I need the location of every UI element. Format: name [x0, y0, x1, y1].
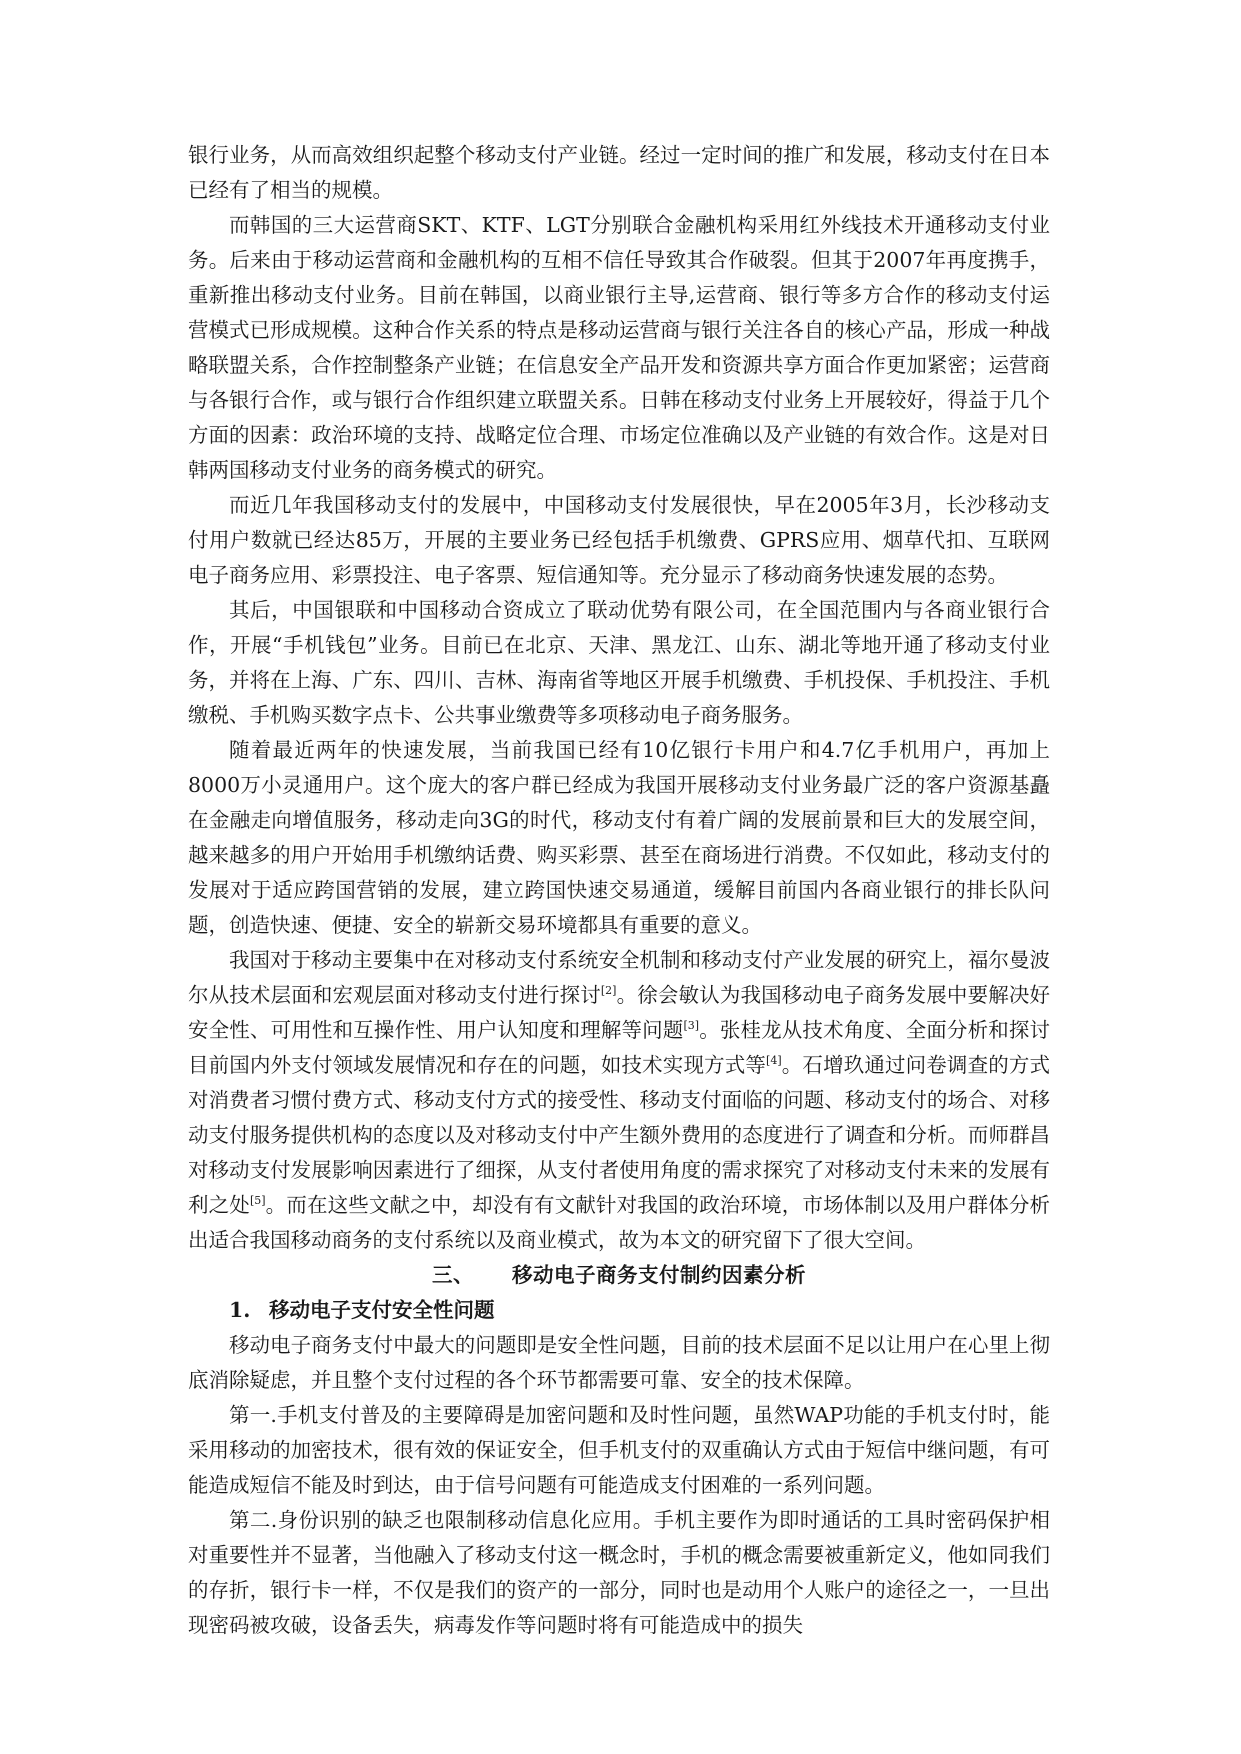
literature-text-d: 。石增玖通过问卷调查的方式对消费者习惯付费方式、移动支付方式的接受性、移动支付面临的问题、移动支付的场合、对移动支付服务提供机构的态度以及对移动支付中产生额外费用的态度进行了调查和分析。而师群昌对移动支付发展影响因素进行了细探，从支付者使用角度的需求探究了对移动支付未来的发展有利之处: [188, 1053, 1051, 1217]
paragraph-china-development: 而近几年我国移动支付的发展中，中国移动支付发展很快，早在2005年3月，长沙移动支付用户数就已经达85万，开展的主要业务已经包括手机缴费、GPRS应用、烟草代扣、互联网电子商务应用、彩票投注、电子客票、短信通知等。充分显示了移动商务快速发展的态势。: [188, 493, 1050, 587]
paragraph-security-first: 第一.手机支付普及的主要障碍是加密问题和及时性问题，虽然WAP功能的手机支付时，能采用移动的加密技术，很有效的保证安全，但手机支付的双重确认方式由于短信中继问题，有可能造成短信不能及时到达，由于信号问题有可能造成支付困难的一系列问题。: [188, 1403, 1050, 1497]
citation-ref-3: [3]: [683, 1019, 700, 1033]
paragraph-literature-review: [188, 943, 1050, 1258]
paragraph-security-second: 第二.身份识别的缺乏也限制移动信息化应用。手机主要作为即时通话的工具时密码保护相对重要性并不显著，当他融入了移动支付这一概念时，手机的概念需要被重新定义，他如同我们的存折，银行卡一样，不仅是我们的资产的一部分，同时也是动用个人账户的途径之一，一旦出现密码被攻破，设备丢失，病毒发作等问题时将有可能造成中的损失: [188, 1508, 1050, 1637]
document-page: [188, 138, 1050, 1643]
paragraph-unionpay: 其后，中国银联和中国移动合资成立了联动优势有限公司，在全国范围内与各商业银行合作，开展“手机钱包”业务。目前已在北京、天津、黑龙江、山东、湖北等地开通了移动支付业务，并将在上海、广东、四川、吉林、海南省等地区开展手机缴费、手机投保、手机投注、手机缴税、手机购买数字点卡、公共事业缴费等多项移动电子商务服务。: [188, 598, 1050, 727]
section-number: 三、: [432, 1263, 474, 1287]
paragraph-japan-continued: 银行业务，从而高效组织起整个移动支付产业链。经过一定时间的推广和发展，移动支付在日本已经有了相当的规模。: [188, 143, 1050, 202]
literature-text-b: 。徐会敏认为我国移动电子商务发展中要解决好安全性、可用性和互操作性、用户认知度和理解等问题: [188, 983, 1051, 1042]
citation-ref-5: [5]: [249, 1194, 266, 1208]
subsection-heading: [188, 1293, 1050, 1328]
section-heading: [188, 1258, 1050, 1293]
literature-text-c: 。张桂龙从技术角度、全面分析和探讨目前国内外支付领域发展情况和存在的问题，如技术实现方式等: [188, 1018, 1051, 1077]
literature-text-e: 。而在这些文献之中，却没有有文献针对我国的政治环境，市场体制以及用户群体分析出适合我国移动商务的支付系统以及商业模式，故为本文的研究留下了很大空间。: [188, 1193, 1051, 1252]
paragraph-security-intro: 移动电子商务支付中最大的问题即是安全性问题，目前的技术层面不足以让用户在心里上彻底消除疑虑，并且整个支付过程的各个环节都需要可靠、安全的技术保障。: [188, 1333, 1050, 1392]
literature-text-a: 我国对于移动主要集中在对移动支付系统安全机制和移动支付产业发展的研究上，福尔曼波尔从技术层面和宏观层面对移动支付进行探讨: [188, 948, 1050, 1007]
subsection-number: 1.: [229, 1298, 251, 1322]
section-title: 移动电子商务支付制约因素分析: [512, 1263, 806, 1287]
paragraph-korea: 而韩国的三大运营商SKT、KTF、LGT分别联合金融机构采用红外线技术开通移动支付业务。后来由于移动运营商和金融机构的互相不信任导致其合作破裂。但其于2007年再度携手，重新推出移动支付业务。目前在韩国，以商业银行主导,运营商、银行等多方合作的移动支付运营模式已形成规模。这种合作关系的特点是移动运营商与银行关注各自的核心产品，形成一种战略联盟关系，合作控制整条产业链；在信息安全产品开发和资源共享方面合作更加紧密；运营商与各银行合作，或与银行合作组织建立联盟关系。日韩在移动支付业务上开展较好，得益于几个方面的因素：政治环境的支持、战略定位合理、市场定位准确以及产业链的有效合作。这是对日韩两国移动支付业务的商务模式的研究。: [188, 213, 1050, 482]
paragraph-growth: 随着最近两年的快速发展，当前我国已经有10亿银行卡用户和4.7亿手机用户，再加上8000万小灵通用户。这个庞大的客户群已经成为我国开展移动支付业务最广泛的客户资源基矗在金融走向增值服务，移动走向3G的时代，移动支付有着广阔的发展前景和巨大的发展空间，越来越多的用户开始用手机缴纳话费、购买彩票、甚至在商场进行消费。不仅如此，移动支付的发展对于适应跨国营销的发展，建立跨国快速交易通道，缓解目前国内各商业银行的排长队问题，创造快速、便捷、安全的崭新交易环境都具有重要的意义。: [188, 738, 1050, 937]
citation-ref-2: [2]: [600, 984, 617, 998]
subsection-title: 移动电子支付安全性问题: [269, 1298, 495, 1322]
citation-ref-4: [4]: [766, 1054, 782, 1068]
